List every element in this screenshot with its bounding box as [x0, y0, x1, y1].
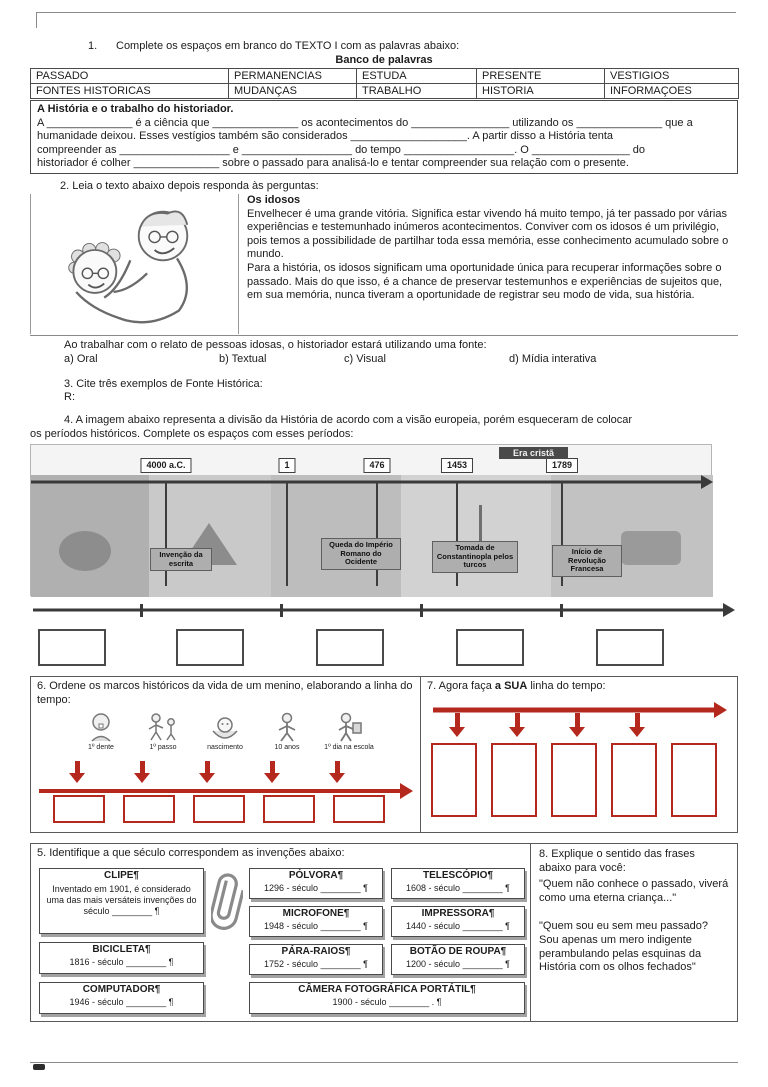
red-down-arrow	[509, 713, 525, 737]
timeline-date-1789: 1789	[546, 458, 578, 473]
q7-answer-box-1	[431, 743, 477, 817]
timeline-axis-arrow	[31, 475, 713, 489]
q6-answer-box-2	[123, 795, 175, 823]
invention-title: BICICLETA¶	[92, 944, 151, 955]
timeline-axis-shaft	[31, 481, 702, 484]
word-bank-cell: VESTIGIOS	[605, 69, 739, 84]
invention-detail: 1200 - século ________ ¶	[406, 959, 510, 969]
invention-detail: 1752 - século ________ ¶	[264, 959, 368, 969]
invention-box-botao	[391, 944, 525, 975]
invention-title: PÓLVORA¶	[288, 870, 344, 881]
timeline-marker-line	[286, 482, 288, 586]
fill-in-passage	[30, 100, 738, 174]
question-5-cell	[31, 844, 531, 1021]
invention-box-camera	[249, 982, 525, 1014]
q2-question: Ao trabalhar com o relato de pessoas idosas, o historiador estará utilizando uma fonte:	[64, 339, 487, 351]
milestone-first-step	[135, 711, 191, 751]
invention-title: PÁRA-RAIOS¶	[281, 946, 351, 957]
q2-options	[64, 353, 724, 367]
question-8-quote-2: "Quem sou eu sem meu passado? Sou apenas um mero indigente perambulando pelas esquinas da História com os olhos fechados"	[539, 920, 708, 974]
invention-box-pararaios	[249, 944, 383, 975]
timeline-event-queda-imperio: Queda do Império Romano do Ocidente	[321, 538, 401, 570]
invention-box-clipe	[39, 868, 204, 934]
invention-title: CÂMERA FOTOGRÁFICA PORTÁTIL¶	[298, 984, 476, 995]
word-bank-cell: FONTES HISTORICAS	[31, 84, 229, 99]
q5-q8-section	[30, 843, 738, 1022]
passage-line: historiador é colher ______________ sobre o passado para analisá-lo e tentar compreender sua relação com o presente.	[37, 157, 629, 170]
question-1-text: Complete os espaços em branco do TEXTO I com as palavras abaixo:	[116, 40, 460, 52]
invention-box-microfone	[249, 906, 383, 937]
invention-title: IMPRESSORA¶	[421, 908, 495, 919]
invention-detail: 1440 - século ________ ¶	[406, 921, 510, 931]
timeline-marker-line	[376, 482, 378, 586]
invention-box-telescopio	[391, 868, 525, 899]
question-4-line1: 4. A imagem abaixo representa a divisão da História de acordo com a visão europeia, porém esqueceram de colocar	[64, 414, 633, 426]
timeline-date-1: 1	[278, 458, 295, 473]
question-8-prompt: 8. Explique o sentido das frases abaixo para você:	[539, 848, 695, 874]
question-8-cell	[531, 844, 737, 1021]
scan-mark	[33, 1064, 45, 1070]
word-bank-cell: HISTORIA	[477, 84, 605, 99]
periods-axis-arrowhead-icon	[723, 603, 735, 617]
milestone-label: 10 anos	[274, 744, 300, 751]
paperclip-icon	[211, 870, 243, 930]
q7-answer-box-5	[671, 743, 717, 817]
invention-detail: 1900 - século ________ . ¶	[332, 997, 442, 1007]
question-4-prompt	[30, 414, 738, 441]
invention-detail: 1296 - século ________ ¶	[264, 883, 368, 893]
milestone-label: 1º passo	[149, 744, 177, 751]
red-down-arrow	[264, 761, 280, 783]
q6-answer-box-4	[263, 795, 315, 823]
newborn-icon	[208, 711, 242, 743]
red-down-arrow	[329, 761, 345, 783]
question-7-cell	[421, 677, 737, 832]
word-bank-cell: TRABALHO	[357, 84, 477, 99]
red-down-arrow	[569, 713, 585, 737]
question-6-cell	[31, 677, 421, 832]
car-shape	[621, 531, 681, 565]
text-box-title: Os idosos	[247, 194, 301, 206]
timeline-photo-modern	[401, 475, 551, 597]
cave-scene-shape	[59, 531, 111, 571]
q7-answer-box-2	[491, 743, 537, 817]
red-down-arrow	[199, 761, 215, 783]
option-b: b) Textual	[219, 353, 267, 365]
boy-icon	[270, 711, 304, 743]
top-left-tick	[36, 12, 37, 28]
q6-arrowhead-icon	[400, 783, 413, 799]
passage-line: A ______________ é a ciência que ______________ os acontecimentos do ________________ utilizando os ______________ que a	[37, 116, 693, 129]
elderly-couple-image	[31, 194, 238, 334]
word-bank-title: Banco de palavras	[335, 54, 433, 66]
word-bank-cell: PERMANENCIAS	[229, 69, 357, 84]
passage-line: compreender as __________________ e __________________ do tempo __________________. O ________________ do	[37, 143, 646, 156]
timeline-date-1453: 1453	[441, 458, 473, 473]
period-answer-box-4	[456, 629, 524, 666]
invention-box-bicicleta	[39, 942, 204, 974]
question-5-prompt: 5. Identifique a que século correspondem as invenções abaixo:	[37, 847, 345, 859]
question-7-prompt	[421, 677, 737, 695]
axis-tick	[140, 604, 143, 617]
q7-prompt-bold: a SUA	[494, 680, 528, 692]
timeline-event-revolucao: Início de Revolução Francesa	[552, 545, 622, 577]
timeline-date-4000ac: 4000 a.C.	[140, 458, 191, 473]
question-6-prompt: 6. Ordene os marcos históricos da vida de um menino, elaborando a linha do tempo:	[37, 680, 413, 706]
word-bank-cell: PRESENTE	[477, 69, 605, 84]
milestone-birth	[197, 711, 253, 751]
period-answer-box-5	[596, 629, 664, 666]
milestone-label: nascimento	[207, 744, 243, 751]
invention-box-impressora	[391, 906, 525, 937]
invention-box-computador	[39, 982, 204, 1014]
red-down-arrow	[134, 761, 150, 783]
passage-line: humanidade deixou. Esses vestígios também são considerados ___________________. A partir disso a História tenta	[37, 130, 614, 143]
milestone-label: 1º dente	[88, 744, 114, 751]
milestone-ten-years	[259, 711, 315, 751]
timeline-event-constantinopla: Tomada de Constantinopla pelos turcos	[432, 541, 518, 573]
option-d: d) Mídia interativa	[509, 353, 597, 365]
word-bank-table	[30, 68, 739, 99]
question-8-quote-1: "Quem não conhece o passado, viverá como uma eterna criança..."	[539, 878, 729, 904]
top-rule	[36, 12, 736, 13]
question-1-number: 1.	[88, 40, 98, 52]
timeline-axis-arrowhead-icon	[701, 475, 713, 489]
elderly-text-box	[238, 194, 738, 334]
q7-answer-box-3	[551, 743, 597, 817]
periods-axis-shaft	[33, 609, 724, 612]
text-paragraph-2: Para a história, os idosos significam uma oportunidade única para recuperar informações sobre o passado. Mais do que isso, é a chance de preservar testemunhos e experiências de sujeitos que, em sua memória, nunca tiveram a oportunidade de registrar seu modo de vida, sua história.	[247, 261, 723, 302]
word-bank-cell: INFORMAÇOES	[605, 84, 739, 99]
milestone-first-tooth	[73, 711, 129, 751]
question-3-prompt: 3. Cite três exemplos de Fonte Histórica:	[64, 378, 263, 390]
q7-answer-box-4	[611, 743, 657, 817]
q6-answer-box-5	[333, 795, 385, 823]
option-c: c) Visual	[344, 353, 386, 365]
question-3-answer-label: R:	[64, 391, 75, 403]
invention-title: COMPUTADOR¶	[82, 984, 161, 995]
elderly-couple-drawing	[37, 198, 233, 330]
bottom-rule	[30, 1062, 738, 1063]
milestone-label: 1º dia na escola	[324, 744, 374, 751]
invention-title: MICROFONE¶	[282, 908, 350, 919]
q6-answer-box-3	[193, 795, 245, 823]
timeline-event-escrita: Invenção da escrita	[150, 548, 212, 571]
milestone-first-school-day	[321, 711, 377, 751]
invention-title: TELESCÓPIO¶	[422, 870, 493, 881]
axis-tick	[560, 604, 563, 617]
q7-prompt-suffix: linha do tempo:	[527, 680, 606, 692]
invention-title: BOTÃO DE ROUPA¶	[409, 946, 507, 957]
period-answer-box-3	[316, 629, 384, 666]
q6-q7-section	[30, 676, 738, 833]
question-2-prompt: 2. Leia o texto abaixo depois responda às perguntas:	[60, 180, 319, 192]
word-bank-cell: ESTUDA	[357, 69, 477, 84]
red-down-arrow	[449, 713, 465, 737]
timeline-figure	[30, 444, 712, 596]
baby-tooth-icon	[84, 711, 118, 743]
question-4-line2: os períodos históricos. Complete os espaços com esses períodos:	[30, 427, 354, 440]
timeline-date-476: 476	[363, 458, 390, 473]
invention-detail: 1948 - século ________ ¶	[264, 921, 368, 931]
text-paragraph-1: Envelhecer é uma grande vitória. Significa estar vivendo há muito tempo, já ter passado por várias experiências e testemunhado inúmeros acontecimentos. Conviver com os idosos é um privilégio, pois temos a possibilidade de partilhar toda essa memória, esse conhecimento acumulado sobre o mundo.	[247, 207, 729, 261]
school-kid-icon	[332, 711, 366, 743]
option-a: a) Oral	[64, 353, 98, 365]
period-answer-box-2	[176, 629, 244, 666]
period-answer-box-1	[38, 629, 106, 666]
word-bank-cell: PASSADO	[31, 69, 229, 84]
invention-detail: 1946 - século ________ ¶	[69, 997, 174, 1007]
periods-axis-arrow	[33, 602, 735, 618]
timeline-photo-middle-ages	[271, 475, 401, 597]
q7-prompt-prefix: 7. Agora faça	[427, 680, 495, 692]
invention-detail: Inventado em 1901, é considerado uma das mais versáteis invenções do século ________ ¶	[46, 884, 197, 916]
axis-tick	[280, 604, 283, 617]
question-2-block	[30, 194, 738, 334]
q2-divider	[30, 335, 738, 336]
word-bank-cell: MUDANÇAS	[229, 84, 357, 99]
era-crista-label: Era cristã	[499, 447, 568, 459]
ship-mast-shape	[479, 505, 482, 545]
axis-tick	[420, 604, 423, 617]
invention-detail: 1816 - século ________ ¶	[69, 957, 174, 967]
invention-box-polvora	[249, 868, 383, 899]
red-down-arrow	[629, 713, 645, 737]
q7-arrowhead-icon	[714, 702, 727, 718]
first-step-icon	[146, 711, 180, 743]
passage-title: A História e o trabalho do historiador.	[37, 103, 234, 115]
q6-answer-box-1	[53, 795, 105, 823]
milestones-row	[73, 711, 377, 751]
invention-title: CLIPE¶	[103, 870, 139, 881]
invention-detail: 1608 - século ________ ¶	[406, 883, 510, 893]
red-down-arrow	[69, 761, 85, 783]
